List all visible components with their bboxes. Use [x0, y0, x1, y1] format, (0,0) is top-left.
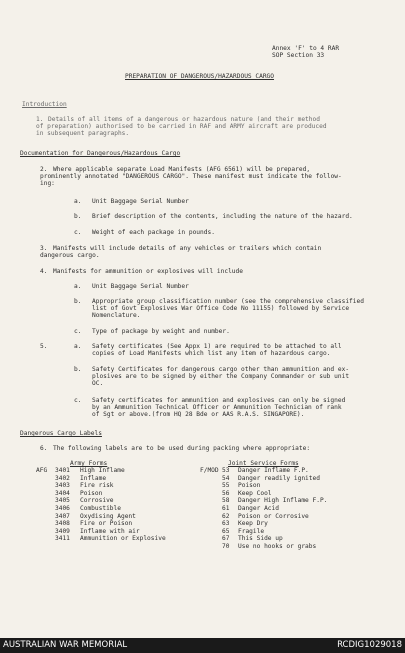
para-2-item-text: Weight of each package in pounds.: [92, 229, 215, 236]
para-5-item-text: by an Ammunition Technical Officer or Ammunition Technician of rank: [92, 404, 342, 411]
army-form-label: Fire or Poison: [80, 520, 133, 528]
army-form-label: Ammunition or Explosive: [80, 535, 166, 543]
documentation-heading: Documentation for Dangerous/Hazardous Cargo: [20, 150, 181, 157]
army-form-label: Inflame: [80, 474, 107, 482]
para-2-item-label: b.: [74, 213, 82, 220]
para-5-number: 5.: [40, 343, 48, 350]
joint-form-code: 63: [222, 520, 230, 528]
footer-bar: [0, 638, 405, 653]
joint-form-code: 55: [222, 482, 230, 490]
labels-heading: Dangerous Cargo Labels: [20, 430, 102, 437]
para-4-item-label: c.: [74, 328, 82, 335]
army-form-code: 3408: [55, 520, 70, 528]
joint-form-label: Poison or Corrosive: [238, 512, 309, 520]
joint-form-label: Danger Inflame F.P.: [238, 467, 309, 474]
para-2-number: 2.: [40, 166, 48, 173]
para-4-item-text: Appropriate group classification number (see the comprehensive classified: [92, 298, 364, 305]
joint-form-label: This Side up: [238, 535, 283, 543]
joint-form-label: Danger readily ignited: [238, 474, 320, 482]
para-2-item-label: c.: [74, 229, 82, 236]
para-5-item-text: Safety Certificates for dangerous cargo other than ammunition and ex-: [92, 366, 350, 373]
joint-form-code: 62: [222, 512, 230, 520]
army-form-label: Inflame with air: [80, 527, 140, 535]
joint-form-prefix: F/MOD: [200, 467, 219, 474]
army-forms-heading: Army Forms: [70, 460, 108, 467]
para-1-line: of preparation) authorised to be carried in RAF and ARMY aircraft are produced: [36, 123, 327, 130]
army-form-label: Fire risk: [80, 482, 114, 490]
army-form-label: Combustible: [80, 505, 121, 512]
joint-forms-heading: Joint Service Forms: [228, 460, 299, 467]
army-form-code: 3405: [55, 497, 70, 505]
army-form-code: 3403: [55, 482, 70, 490]
para-4-line: Manifests for ammunition or explosives will include: [53, 268, 243, 275]
para-5-item-text: plosives are to be signed by either the Company Commander or sub unit: [92, 373, 350, 380]
intro-heading: Introduction: [22, 101, 67, 108]
para-2-item-text: Brief description of the contents, including the nature of the hazard.: [92, 213, 353, 220]
joint-form-code: 53: [222, 467, 230, 474]
sop-reference: SOP Section 33: [272, 52, 325, 59]
army-form-code: 3406: [55, 505, 70, 512]
joint-form-label: Danger High Inflame F.P.: [238, 497, 328, 505]
para-4-number: 4.: [40, 268, 48, 275]
para-4-item-label: a.: [74, 283, 82, 290]
para-5-item-text: OC.: [92, 380, 104, 387]
para-5-item-text: Safety certificates for ammunition and explosives can only be signed: [92, 397, 346, 404]
joint-form-label: Poison: [238, 482, 261, 490]
para-5-item-label: c.: [74, 397, 82, 404]
para-5-item-text: of Sgt or above.(from HQ 28 Bde or AAS R.A.S. SINGAPORE).: [92, 411, 305, 418]
para-3-line: dangerous cargo.: [40, 252, 100, 259]
army-form-prefix: AFG: [36, 467, 48, 474]
para-3-number: 3.: [40, 245, 48, 252]
footer-reference: RCDIG1029018: [337, 640, 402, 650]
para-4-item-text: Type of package by weight and number.: [92, 328, 230, 335]
para-4-item-text: Unit Baggage Serial Number: [92, 283, 189, 290]
para-1-line: Details of all items of a dangerous or hazardous nature (and their method: [48, 116, 320, 123]
para-2-line: Where applicable separate Load Manifests (AFG 6561) will be prepared,: [53, 166, 311, 173]
para-6-number: 6.: [40, 445, 48, 452]
para-3-line: Manifests will include details of any vehicles or trailers which contain: [53, 245, 322, 252]
para-5-item-text: copies of Load Manifests which list any item of hazardous cargo.: [92, 350, 331, 357]
army-form-label: High Inflame: [80, 467, 125, 474]
joint-form-code: 70: [222, 543, 230, 550]
para-6-text: The following labels are to be used during packing where appropriate:: [53, 445, 311, 452]
joint-form-code: 65: [222, 527, 230, 535]
joint-form-code: 56: [222, 489, 230, 497]
army-form-label: Oxydising Agent: [80, 512, 136, 520]
army-form-code: 3407: [55, 512, 70, 520]
army-form-code: 3411: [55, 535, 70, 543]
annex-reference: Annex 'F' to 4 RAR: [272, 45, 340, 52]
joint-form-code: 61: [222, 505, 230, 512]
joint-form-code: 58: [222, 497, 230, 505]
joint-form-label: Fragile: [238, 527, 265, 535]
joint-form-label: Keep Cool: [238, 489, 272, 497]
army-form-code: 3404: [55, 489, 70, 497]
para-1-number: 1.: [36, 116, 44, 123]
footer-source: AUSTRALIAN WAR MEMORIAL: [3, 640, 128, 650]
para-4-item-text: list of Govt Explosives War Office Code No 11155) followed by Service: [92, 305, 350, 312]
para-2-line: prominently annotated "DANGEROUS CARGO". These manifest must indicate the follow-: [40, 173, 342, 180]
para-2-item-label: a.: [74, 198, 82, 205]
joint-form-label: Use no hooks or grabs: [238, 543, 317, 550]
joint-form-code: 67: [222, 535, 230, 543]
para-4-item-text: Nomenclature.: [92, 312, 141, 319]
para-2-item-text: Unit Baggage Serial Number: [92, 198, 189, 205]
para-2-line: ing:: [40, 180, 55, 187]
joint-form-label: Danger Acid: [238, 505, 279, 512]
joint-form-code: 54: [222, 474, 230, 482]
joint-form-label: Keep Dry: [238, 520, 268, 528]
para-4-item-label: b.: [74, 298, 82, 305]
army-form-code: 3409: [55, 527, 70, 535]
army-form-label: Corrosive: [80, 497, 114, 505]
army-form-code: 3401: [55, 467, 70, 474]
army-form-label: Poison: [80, 489, 103, 497]
para-5-item-label: a.: [74, 343, 82, 350]
para-5-item-label: b.: [74, 366, 82, 373]
document-title: PREPARATION OF DANGEROUS/HAZARDOUS CARGO: [125, 73, 275, 80]
army-form-code: 3402: [55, 474, 70, 482]
para-1-line: in subsequent paragraphs.: [36, 130, 130, 137]
para-5-item-text: Safety certificates (See Appx 1) are required to be attached to all: [92, 343, 342, 350]
